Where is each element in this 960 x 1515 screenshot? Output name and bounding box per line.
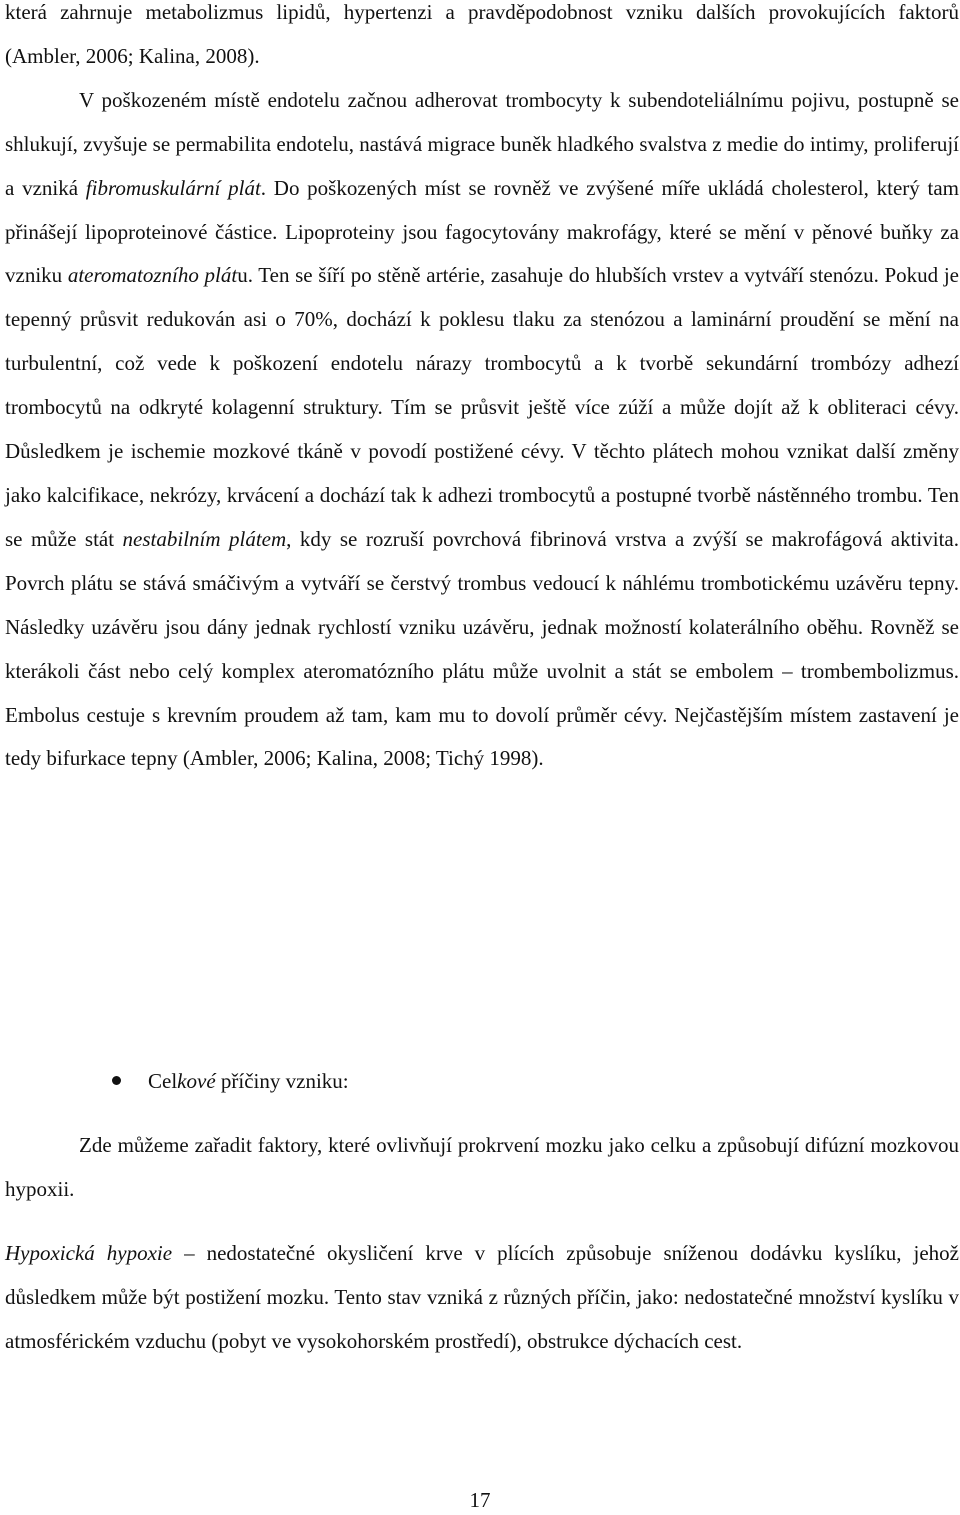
text-block-diffuse-hypoxia [5,1124,959,1212]
italic-term: Hypoxická hypoxie [5,1241,173,1265]
bullet-text-italic: kové [177,1069,216,1093]
paragraph-text: – nedostatečné okysličení krve v plících způsobuje sníženou dodávku kyslíku, jehož důsledkem může být postižení mozku. Tento stav vzniká z různých příčin, jako: nedostatečné množství kyslíku v atmosférickém vzduchu (pobyt ve vysokohorském prostředí), obstrukce dýchacích cest. [5,1241,959,1353]
bullet-text: příčiny vzniku: [215,1069,349,1093]
paragraph-diffuse-hypoxia [5,1124,959,1212]
paragraph-text: V poškozeném místě endotelu začnou adherovat trombocyty k subendoteliálnímu pojivu, postupně se shlukují, zvyšuje se permabilita endotelu, nastává migrace buněk hladkého svalstva z medie do intimy, proliferují a vzniká [5,87,959,200]
paragraph-text: , kdy se rozruší povrchová fibrinová vrstva a zvýší se makrofágová aktivita. Povrch plátu se stává smáčivým a vytváří se čerstvý trombus vedoucí k náhlému trombotickému uzávěru tepny. Následky uzávěru jsou dány jednak rychlostí vzniku uzávěru, jednak možností kolaterálního oběhu. Rovněž se kterákoli část nebo celý komplex ateromatózního plátu může uvolnit a stát se embolem – trombembolizmus. Embolus cestuje s krevním proudem až tam, kam mu to dovolí průměr cévy. Nejčastějším místem zastavení je tedy bifurkace tepny (Ambler, 2006; Kalina, 2008; Tichý 1998). [5,526,959,771]
bullet-item-overall-causes [112,1060,349,1104]
text-block-atherosclerosis [5,0,959,781]
paragraph-text: která zahrnuje metabolizmus lipidů, hypertenzi a pravděpodobnost vzniku dalších provokujících faktorů (Ambler, 2006; Kalina, 2008). [5,0,959,68]
bullet-icon [112,1076,121,1085]
page-number: 17 [469,1488,491,1512]
italic-term: fibromuskulární plát [85,175,261,200]
italic-term: nestabilním plátem [122,526,287,551]
paragraph-text: u. Ten se šíří po stěně artérie, zasahuje do hlubších vrstev a vytváří stenózu. Pokud je tepenný průsvit redukován asi o 70%, dochází k poklesu tlaku za stenózou a laminární proudění se mění na turbulentní, což vede k poškození endotelu nárazy trombocytů a k tvorbě sekundární trombózy adhezí trombocytů na odkryté kolagenní struktury. Tím se průsvit ještě více zúží a může dojít až k obliteraci cévy. Důsledkem je ischemie mozkové tkáně v povodí postižené cévy. V těchto plátech mohou vznikat další změny jako kalcifikace, nekrózy, krvácení a dochází tak k adhezi trombocytů a postupné tvorbě nástěnného trombu. Ten se může stát [5,263,959,551]
text-block-hypoxic-hypoxia [5,1232,959,1364]
bullet-text: Cel [148,1069,178,1093]
paragraph-hypoxic-hypoxia [5,1232,959,1364]
paragraph-continuation [5,0,959,79]
italic-term: ateromatozního plát [67,263,238,288]
paragraph-plaque-formation [5,79,959,782]
paragraph-text: . Do poškozených míst se rovněž ve zvýšené míře ukládá cholesterol, který tam přinášejí lipoproteinové částice. Lipoproteiny jsou fagocytovány makrofágy, které se mění v pěnové buňky za vzniku [5,175,960,288]
paragraph-text: Zde můžeme zařadit faktory, které ovlivňují prokrvení mozku jako celku a způsobují difúzní mozkovou hypoxii. [5,1133,959,1201]
